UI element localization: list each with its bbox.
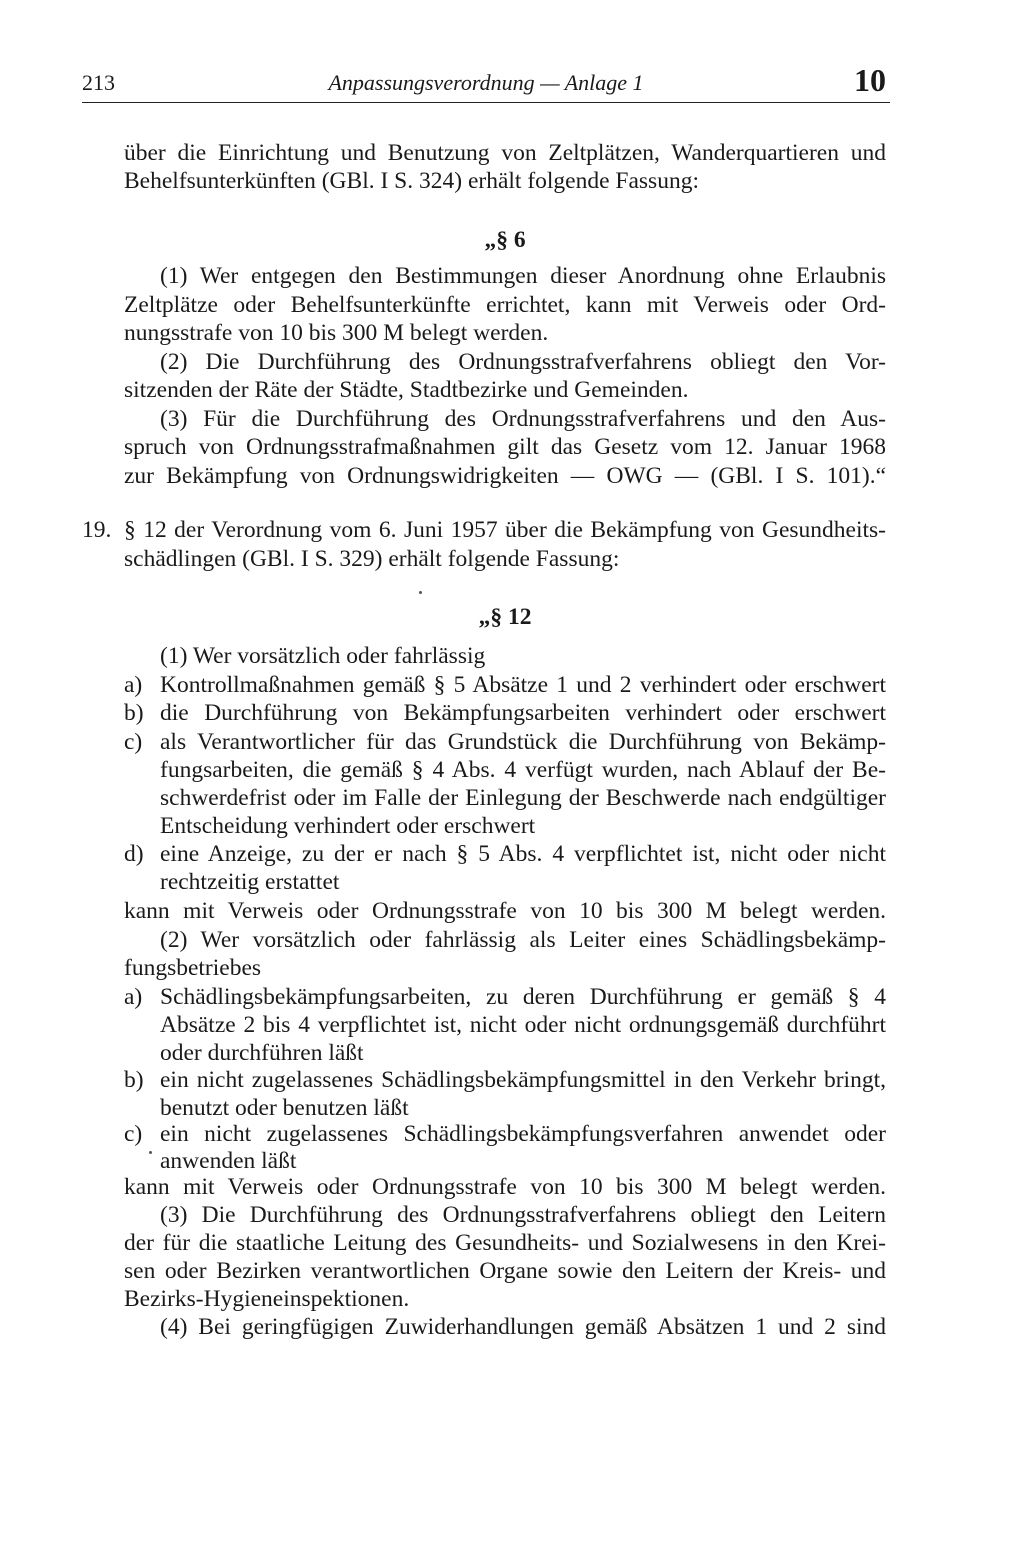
section-heading: „§ 12 — [478, 604, 532, 630]
list-marker: a) — [124, 672, 143, 698]
text-line: sitzenden der Räte der Städte, Stadtbezirke und Gemeinden. — [124, 377, 689, 403]
text-line: kann mit Verweis oder Ordnungsstrafe von 10 bis 300 M belegt werden. — [124, 898, 886, 924]
text-line: (2) Wer vorsätzlich oder fahrlässig als Leiter eines Schädlingsbekämp- — [160, 927, 886, 953]
running-title: Anpassungsverordnung — Anlage 1 — [328, 70, 644, 95]
text-line: eine Anzeige, zu der er nach § 5 Abs. 4 verpflichtet ist, nicht oder nicht — [160, 841, 886, 867]
list-marker: c) — [124, 1121, 143, 1147]
text-line: zur Bekämpfung von Ordnungswidrigkeiten — OWG — (GBl. I S. 101).“ — [124, 463, 886, 489]
text-line: Entscheidung verhindert oder erschwert — [160, 813, 536, 839]
text-line: (1) Wer entgegen den Bestimmungen dieser Anordnung ohne Erlaubnis — [160, 263, 886, 289]
text-line: Kontrollmaßnahmen gemäß § 5 Absätze 1 und 2 verhindert oder erschwert — [160, 672, 886, 698]
page-number: 213 — [82, 70, 115, 95]
print-speck — [149, 1151, 152, 1154]
text-line: (2) Die Durchführung des Ordnungsstrafverfahrens obliegt den Vor- — [160, 349, 886, 375]
text-line: sen oder Bezirken verantwortlichen Organe sowie den Leitern der Kreis- und — [124, 1258, 886, 1284]
list-marker: d) — [124, 841, 144, 867]
text-line: nungsstrafe von 10 bis 300 M belegt werden. — [124, 320, 549, 346]
item-number: 19. — [82, 517, 112, 543]
text-line: als Verantwortlicher für das Grundstück die Durchführung von Bekämp- — [160, 729, 886, 755]
text-line: Bezirks-Hygieneinspektionen. — [124, 1286, 410, 1312]
print-speck — [419, 591, 422, 594]
text-line: (1) Wer vorsätzlich oder fahrlässig — [160, 643, 486, 669]
text-line: rechtzeitig erstattet — [160, 869, 340, 895]
text-line: anwenden läßt — [160, 1148, 297, 1174]
text-line: Behelfsunterkünften (GBl. I S. 324) erhält folgende Fassung: — [124, 168, 699, 194]
text-line: Schädlingsbekämpfungsarbeiten, zu deren Durchführung er gemäß § 4 — [160, 984, 886, 1010]
text-line: benutzt oder benutzen läßt — [160, 1095, 409, 1121]
running-header — [82, 62, 890, 103]
text-line: schädlingen (GBl. I S. 329) erhält folgende Fassung: — [124, 546, 620, 572]
list-marker: a) — [124, 984, 143, 1010]
text-line: Absätze 2 bis 4 verpflichtet ist, nicht oder nicht ordnungsgemäß durchführt — [160, 1012, 886, 1038]
text-line: schwerdefrist oder im Falle der Einlegung der Beschwerde nach endgültiger — [160, 785, 886, 811]
text-line: (3) Für die Durchführung des Ordnungsstrafverfahrens und den Aus- — [160, 406, 886, 432]
text-line: § 12 der Verordnung vom 6. Juni 1957 über die Bekämpfung von Gesundheits- — [124, 517, 886, 543]
text-line: (3) Die Durchführung des Ordnungsstrafverfahrens obliegt den Leitern — [160, 1202, 886, 1228]
section-heading: „§ 6 — [484, 227, 526, 253]
text-line: fungsarbeiten, die gemäß § 4 Abs. 4 verfügt wurden, nach Ablauf der Be- — [160, 757, 886, 783]
chapter-number: 10 — [854, 62, 886, 98]
text-line: ein nicht zugelassenes Schädlingsbekämpfungsverfahren anwendet oder — [160, 1121, 886, 1147]
list-marker: b) — [124, 700, 144, 726]
text-line: Zeltplätze oder Behelfsunterkünfte errichtet, kann mit Verweis oder Ord- — [124, 292, 886, 318]
list-marker: c) — [124, 729, 143, 755]
text-line: fungsbetriebes — [124, 955, 262, 981]
text-line: oder durchführen läßt — [160, 1040, 364, 1066]
text-line: ein nicht zugelassenes Schädlingsbekämpfungsmittel in den Verkehr bringt, — [160, 1067, 886, 1093]
text-line: (4) Bei geringfügigen Zuwiderhandlungen gemäß Absätzen 1 und 2 sind — [160, 1314, 886, 1340]
text-line: der für die staatliche Leitung des Gesundheits- und Sozialwesens in den Krei- — [124, 1230, 886, 1256]
text-line: die Durchführung von Bekämpfungsarbeiten verhindert oder erschwert — [160, 700, 886, 726]
text-line: über die Einrichtung und Benutzung von Zeltplätzen, Wanderquartieren und — [124, 140, 886, 166]
list-marker: b) — [124, 1067, 144, 1093]
text-line: spruch von Ordnungsstrafmaßnahmen gilt das Gesetz vom 12. Januar 1968 — [124, 434, 886, 460]
text-line: kann mit Verweis oder Ordnungsstrafe von 10 bis 300 M belegt werden. — [124, 1174, 886, 1200]
